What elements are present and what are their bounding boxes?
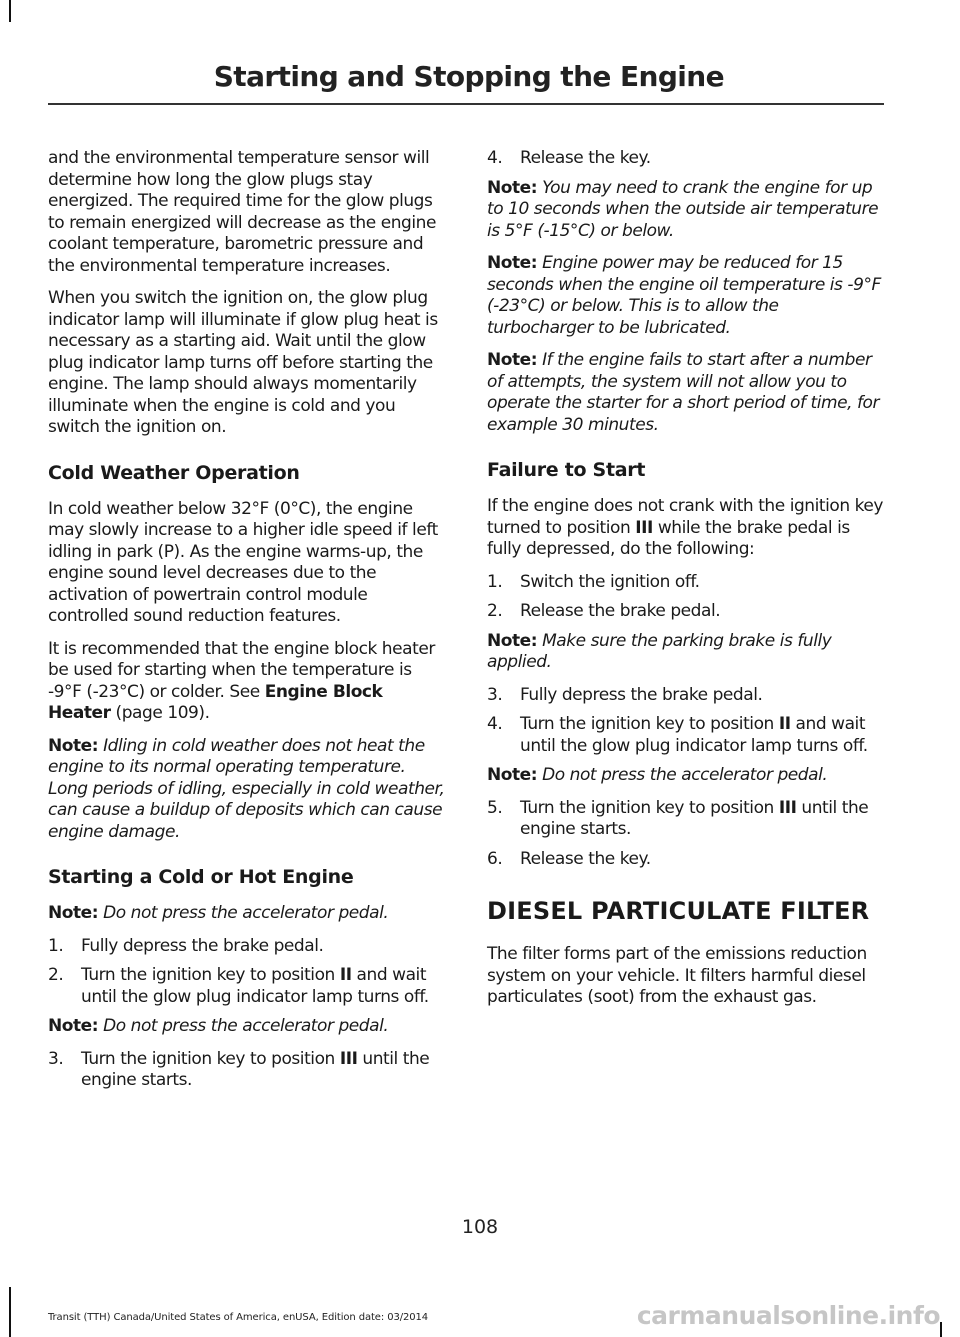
- text: It is recommended that the engine block heater be used for starting when the temperature is -9°F (-23°C) or colder. See: [48, 638, 435, 702]
- steps-list: [487, 572, 887, 623]
- text: If the engine does not crank with the ignition key turned to position: [487, 496, 884, 538]
- step-text: and wait until the glow plug indicator lamp turns off.: [520, 714, 868, 756]
- text: while the brake pedal is fully depressed, do the following:: [487, 517, 850, 559]
- step-number: 3.: [487, 684, 503, 705]
- step-number: 5.: [487, 797, 503, 818]
- ignition-position: III: [339, 1048, 358, 1069]
- page-reference: (page 109).: [110, 703, 210, 723]
- list-item: [487, 572, 887, 594]
- crop-mark-bottom-left: [9, 1287, 11, 1337]
- step-text: Turn the ignition key to position: [81, 1048, 340, 1069]
- list-item: [48, 936, 448, 958]
- steps-list: [487, 148, 887, 170]
- section-heading-starting-engine: Starting a Cold or Hot Engine: [48, 866, 354, 888]
- note-text: You may need to crank the engine for up to 10 seconds when the outside air temperature is 5°F (-15°C) or below.: [487, 177, 879, 241]
- steps-list: [48, 1049, 448, 1092]
- paragraph: In cold weather below 32°F (0°C), the engine may slowly increase to a higher idle speed if left idling in park (P). As the engine warms-up, the engine sound level decreases due to the activation of powertrain control module controlled sound reduction features.: [48, 498, 438, 626]
- note-label: Note:: [487, 630, 538, 651]
- paragraph: When you switch the ignition on, the glow plug indicator lamp will illuminate if glow plug heat is necessary as a starting aid. Wait until the glow plug indicator lamp turns off before starting the engine. The lamp should always momentarily illuminate when the engine is cold and you switch the ignition on.: [48, 288, 438, 437]
- step-text: Turn the ignition key to position: [81, 965, 340, 985]
- note-label: Note:: [487, 765, 538, 785]
- note-text: Idling in cold weather does not heat the engine to its normal operating temperature. Long periods of idling, especially in cold weather, can cause a buildup of deposits which can cause engine damage.: [48, 735, 445, 842]
- engine-block-heater-link[interactable]: Engine Block Heater: [48, 681, 383, 723]
- list-item: [487, 601, 887, 623]
- right-column: [487, 148, 887, 1020]
- steps-list: [48, 936, 448, 1009]
- paragraph-block-heater: [48, 639, 448, 725]
- list-item: [487, 685, 887, 707]
- ignition-position: II: [778, 714, 791, 734]
- note: [48, 1016, 448, 1038]
- note-label: Note:: [487, 253, 538, 273]
- step-number: 1.: [48, 935, 64, 956]
- crop-mark-top-left: [9, 0, 11, 22]
- list-item: [48, 965, 448, 1008]
- step-number: 6.: [487, 848, 503, 869]
- note-label: Note:: [48, 903, 99, 923]
- note: [487, 253, 887, 339]
- header-divider: [48, 103, 884, 105]
- note-label: Note:: [487, 350, 538, 370]
- step-text: Release the key.: [520, 148, 651, 168]
- paragraph: The filter forms part of the emissions reduction system on your vehicle. It filters harmful diesel particulates (soot) from the exhaust gas.: [487, 944, 867, 1007]
- page-number: 108: [461, 1216, 499, 1238]
- left-column: [48, 148, 448, 1100]
- step-text: Fully depress the brake pedal.: [81, 935, 324, 956]
- step-text: and wait until the glow plug indicator lamp turns off.: [81, 965, 429, 1007]
- note: [487, 631, 887, 674]
- page-title: Starting and Stopping the Engine: [213, 60, 724, 93]
- step-number: 3.: [48, 1048, 64, 1069]
- paragraph: and the environmental temperature sensor will determine how long the glow plugs stay energized. The required time for the glow plugs to remain energized will decrease as the engine coolant temperature, barometric pressure and the environmental temperature increases.: [48, 148, 436, 276]
- note: [487, 765, 887, 787]
- section-heading-diesel-particulate-filter: DIESEL PARTICULATE FILTER: [487, 897, 870, 925]
- step-text: Release the key.: [520, 848, 651, 869]
- step-number: 4.: [487, 714, 503, 734]
- list-item: [487, 798, 887, 841]
- step-number: 4.: [487, 148, 503, 168]
- list-item: [487, 849, 887, 871]
- note-text: Do not press the accelerator pedal.: [98, 903, 389, 923]
- section-heading-failure-to-start: Failure to Start: [487, 459, 646, 481]
- note-label: Note:: [48, 1016, 99, 1036]
- step-text: Turn the ignition key to position: [520, 714, 779, 734]
- note-text: Make sure the parking brake is fully applied.: [487, 630, 832, 672]
- list-item: [487, 714, 887, 757]
- step-number: 2.: [487, 601, 503, 621]
- steps-list: [487, 798, 887, 871]
- ignition-position: III: [635, 517, 653, 538]
- step-text: Switch the ignition off.: [520, 571, 700, 592]
- note-text: Engine power may be reduced for 15 seconds when the engine oil temperature is -9°F (-23°C) or below. This is to allow the turbocharger to be lubricated.: [487, 253, 881, 338]
- step-text: Turn the ignition key to position: [520, 797, 779, 818]
- step-number: 2.: [48, 965, 64, 985]
- step-text: until the engine starts.: [520, 797, 869, 839]
- section-heading-cold-weather: Cold Weather Operation: [48, 461, 300, 484]
- note: [487, 178, 887, 243]
- list-item: [48, 1049, 448, 1092]
- note-text: Do not press the accelerator pedal.: [537, 765, 828, 785]
- note-label: Note:: [48, 735, 99, 756]
- step-number: 1.: [487, 571, 503, 592]
- note: [48, 736, 448, 844]
- step-text: Release the brake pedal.: [520, 601, 721, 621]
- note: [487, 350, 887, 436]
- paragraph: [487, 496, 887, 561]
- note-text: Do not press the accelerator pedal.: [98, 1016, 389, 1036]
- list-item: [487, 148, 887, 170]
- watermark-logo: carmanualsonline.info: [636, 1301, 940, 1330]
- step-text: until the engine starts.: [81, 1048, 430, 1090]
- ignition-position: III: [778, 797, 797, 818]
- note: [48, 903, 448, 925]
- note-text: If the engine fails to start after a number of attempts, the system will not allow you to operate the starter for a short period of time, for example 30 minutes.: [487, 350, 880, 435]
- note-label: Note:: [487, 177, 538, 198]
- step-text: Fully depress the brake pedal.: [520, 684, 763, 705]
- edition-footer: Transit (TTH) Canada/United States of America, enUSA, Edition date: 03/2014: [48, 1312, 429, 1323]
- ignition-position: II: [339, 965, 352, 985]
- crop-mark-bottom-right: [940, 1322, 942, 1337]
- steps-list: [487, 685, 887, 758]
